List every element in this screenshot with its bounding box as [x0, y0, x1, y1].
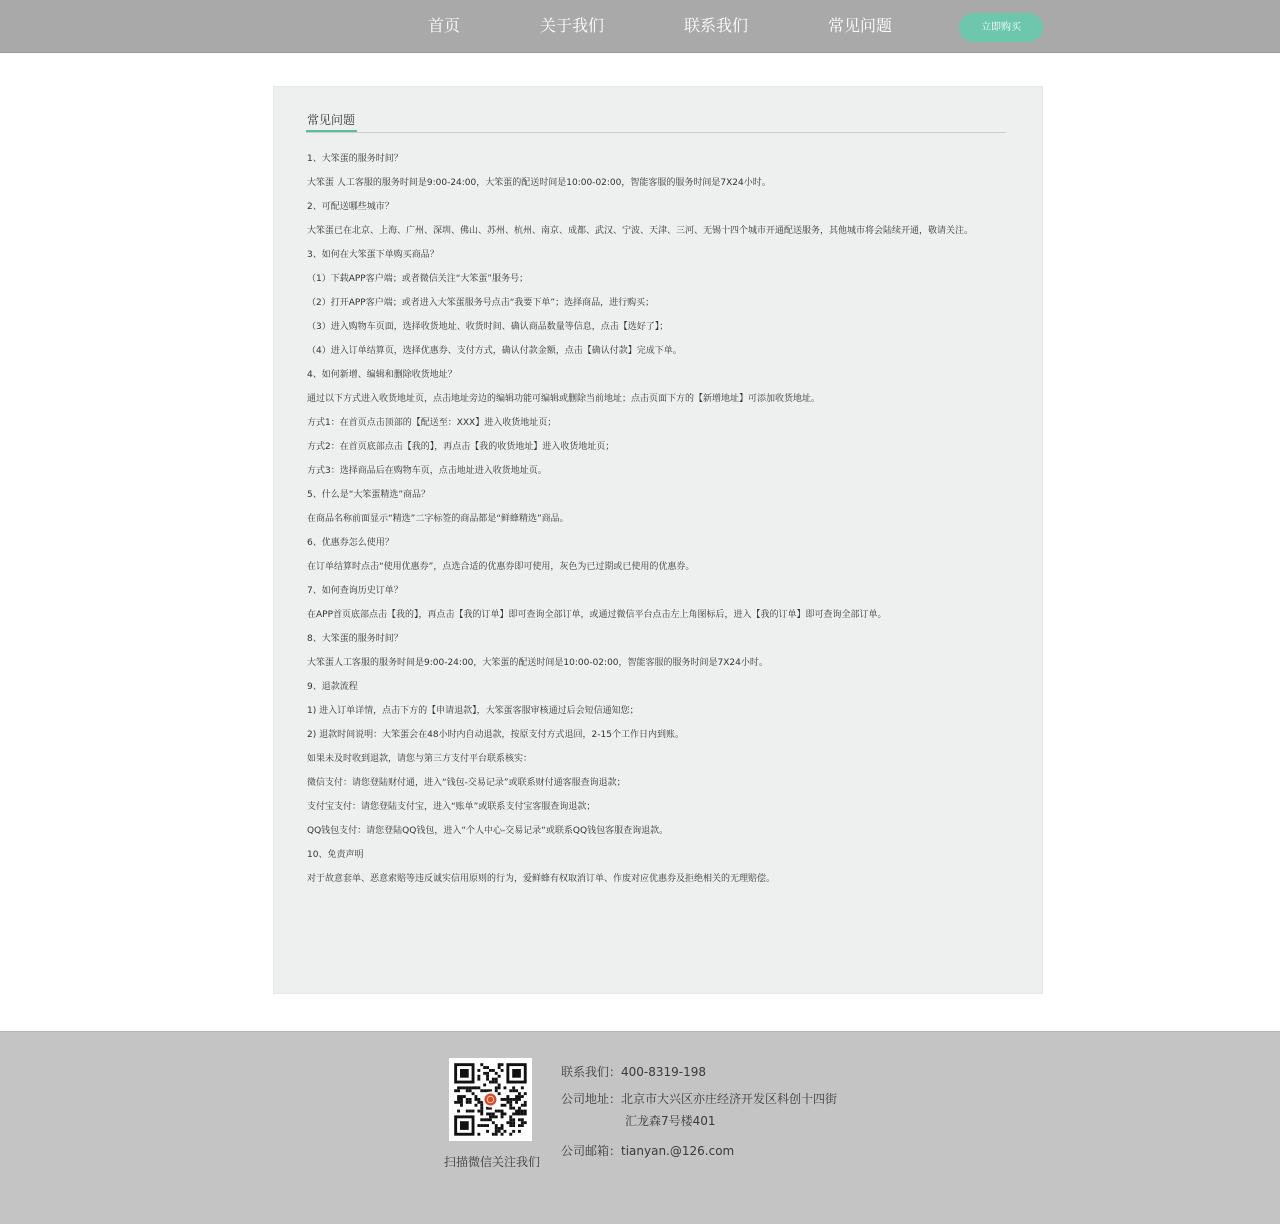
faq-line: 在商品名称前面显示“精选”二字标签的商品都是“鲜蜂精选”商品。 [307, 514, 569, 524]
top-nav-bar [0, 0, 1280, 53]
nav-contact-us[interactable]: 联系我们 [684, 16, 749, 35]
faq-line: （2）打开APP客户端；或者进入大笨蛋服务号点击“我要下单”；选择商品，进行购买； [307, 298, 655, 308]
contact-address: 公司地址：北京市大兴区亦庄经济开发区科创十四街 [561, 1092, 838, 1106]
faq-line: QQ钱包支付：请您登陆QQ钱包，进入“个人中心-交易记录“或联系QQ钱包客服查询退款。 [307, 826, 669, 836]
faq-line: 方式3：选择商品后在购物车页，点击地址进入收货地址页。 [307, 466, 547, 476]
faq-line: 10、免责声明 [307, 850, 364, 860]
faq-line: （1）下载APP客户端；或者微信关注“大笨蛋”服务号； [307, 274, 529, 284]
contact-email: 公司邮箱：tianyan.@126.com [561, 1144, 735, 1158]
faq-line: 2) 退款时间说明：大笨蛋会在48小时内自动退款，按原支付方式退回，2-15个工作日内到账。 [307, 730, 684, 740]
footer [0, 1031, 1280, 1224]
faq-line: 6、优惠券怎么使用？ [307, 538, 394, 548]
faq-line: 通过以下方式进入收货地址页，点击地址旁边的编辑功能可编辑或删除当前地址；点击页面下方的【新增地址】可添加收货地址。 [307, 394, 821, 404]
faq-line: 大笨蛋已在北京、上海、广州、深圳、佛山、苏州、杭州、南京、成都、武汉、宁波、天津、三河、无锡十四个城市开通配送服务，其他城市将会陆续开通，敬请关注。 [307, 226, 974, 236]
contact-phone: 联系我们：400-8319-198 [561, 1065, 707, 1079]
faq-line: 8、大笨蛋的服务时间？ [307, 634, 403, 644]
faq-title-bar [306, 111, 1006, 133]
faq-line: 如果未及时收到退款，请您与第三方支付平台联系核实： [307, 754, 533, 764]
nav-faq[interactable]: 常见问题 [828, 16, 893, 35]
faq-line: 在订单结算时点击“使用优惠券”，点选合适的优惠券即可使用，灰色为已过期或已使用的优惠券。 [307, 562, 695, 572]
faq-line: 方式1：在首页点击顶部的【配送至：XXX】进入收货地址页； [307, 418, 557, 428]
faq-line: 对于故意套单、恶意索赔等违反诚实信用原则的行为，爱鲜蜂有权取消订单、作废对应优惠券及拒绝相关的无理赔偿。 [307, 874, 776, 884]
faq-line: 2、可配送哪些城市？ [307, 202, 394, 212]
faq-list [307, 151, 1022, 895]
nav-home[interactable]: 首页 [428, 16, 461, 35]
faq-line: 1、大笨蛋的服务时间？ [307, 154, 403, 164]
qr-code-icon [449, 1058, 532, 1141]
contact-address-line2: 汇龙森7号楼401 [625, 1114, 716, 1128]
faq-line: 方式2：在首页底部点击【我的】，再点击【我的收货地址】进入收货地址页； [307, 442, 615, 452]
faq-line: 3、如何在大笨蛋下单购买商品？ [307, 250, 439, 260]
faq-line: 在APP首页底部点击【我的】，再点击【我的订单】即可查询全部订单，或通过微信平台点击左上角图标后，进入【我的订单】即可查询全部订单。 [307, 610, 887, 620]
faq-line: （4）进入订单结算页，选择优惠券、支付方式，确认付款金额，点击【确认付款】完成下单。 [307, 346, 682, 356]
nav-about-us[interactable]: 关于我们 [540, 16, 605, 35]
faq-line: 大笨蛋人工客服的服务时间是9:00-24:00，大笨蛋的配送时间是10:00-02:00，智能客服的服务时间是7X24小时。 [307, 658, 768, 668]
faq-panel [273, 86, 1043, 994]
faq-line: （3）进入购物车页面，选择收货地址、收货时间、确认商品数量等信息，点击【选好了】； [307, 322, 669, 332]
faq-line: 9、退款流程 [307, 682, 358, 692]
faq-line: 1) 进入订单详情，点击下方的【申请退款】，大笨蛋客服审核通过后会短信通知您； [307, 706, 639, 716]
buy-now-button[interactable]: 立即购买 [959, 13, 1043, 42]
faq-line: 4、如何新增、编辑和删除收货地址？ [307, 370, 457, 380]
faq-line: 支付宝支付：请您登陆支付宝，进入“账单”或联系支付宝客服查询退款； [307, 802, 596, 812]
faq-title: 常见问题 [306, 111, 357, 132]
faq-line: 7、如何查询历史订单？ [307, 586, 403, 596]
qr-caption: 扫描微信关注我们 [443, 1155, 540, 1169]
faq-line: 微信支付：请您登陆财付通，进入“钱包-交易记录”或联系财付通客服查询退款； [307, 778, 626, 788]
faq-line: 5、什么是“大笨蛋精选”商品？ [307, 490, 431, 500]
faq-line: 大笨蛋 人工客服的服务时间是9:00-24:00，大笨蛋的配送时间是10:00-02:00，智能客服的服务时间是7X24小时。 [307, 178, 771, 188]
